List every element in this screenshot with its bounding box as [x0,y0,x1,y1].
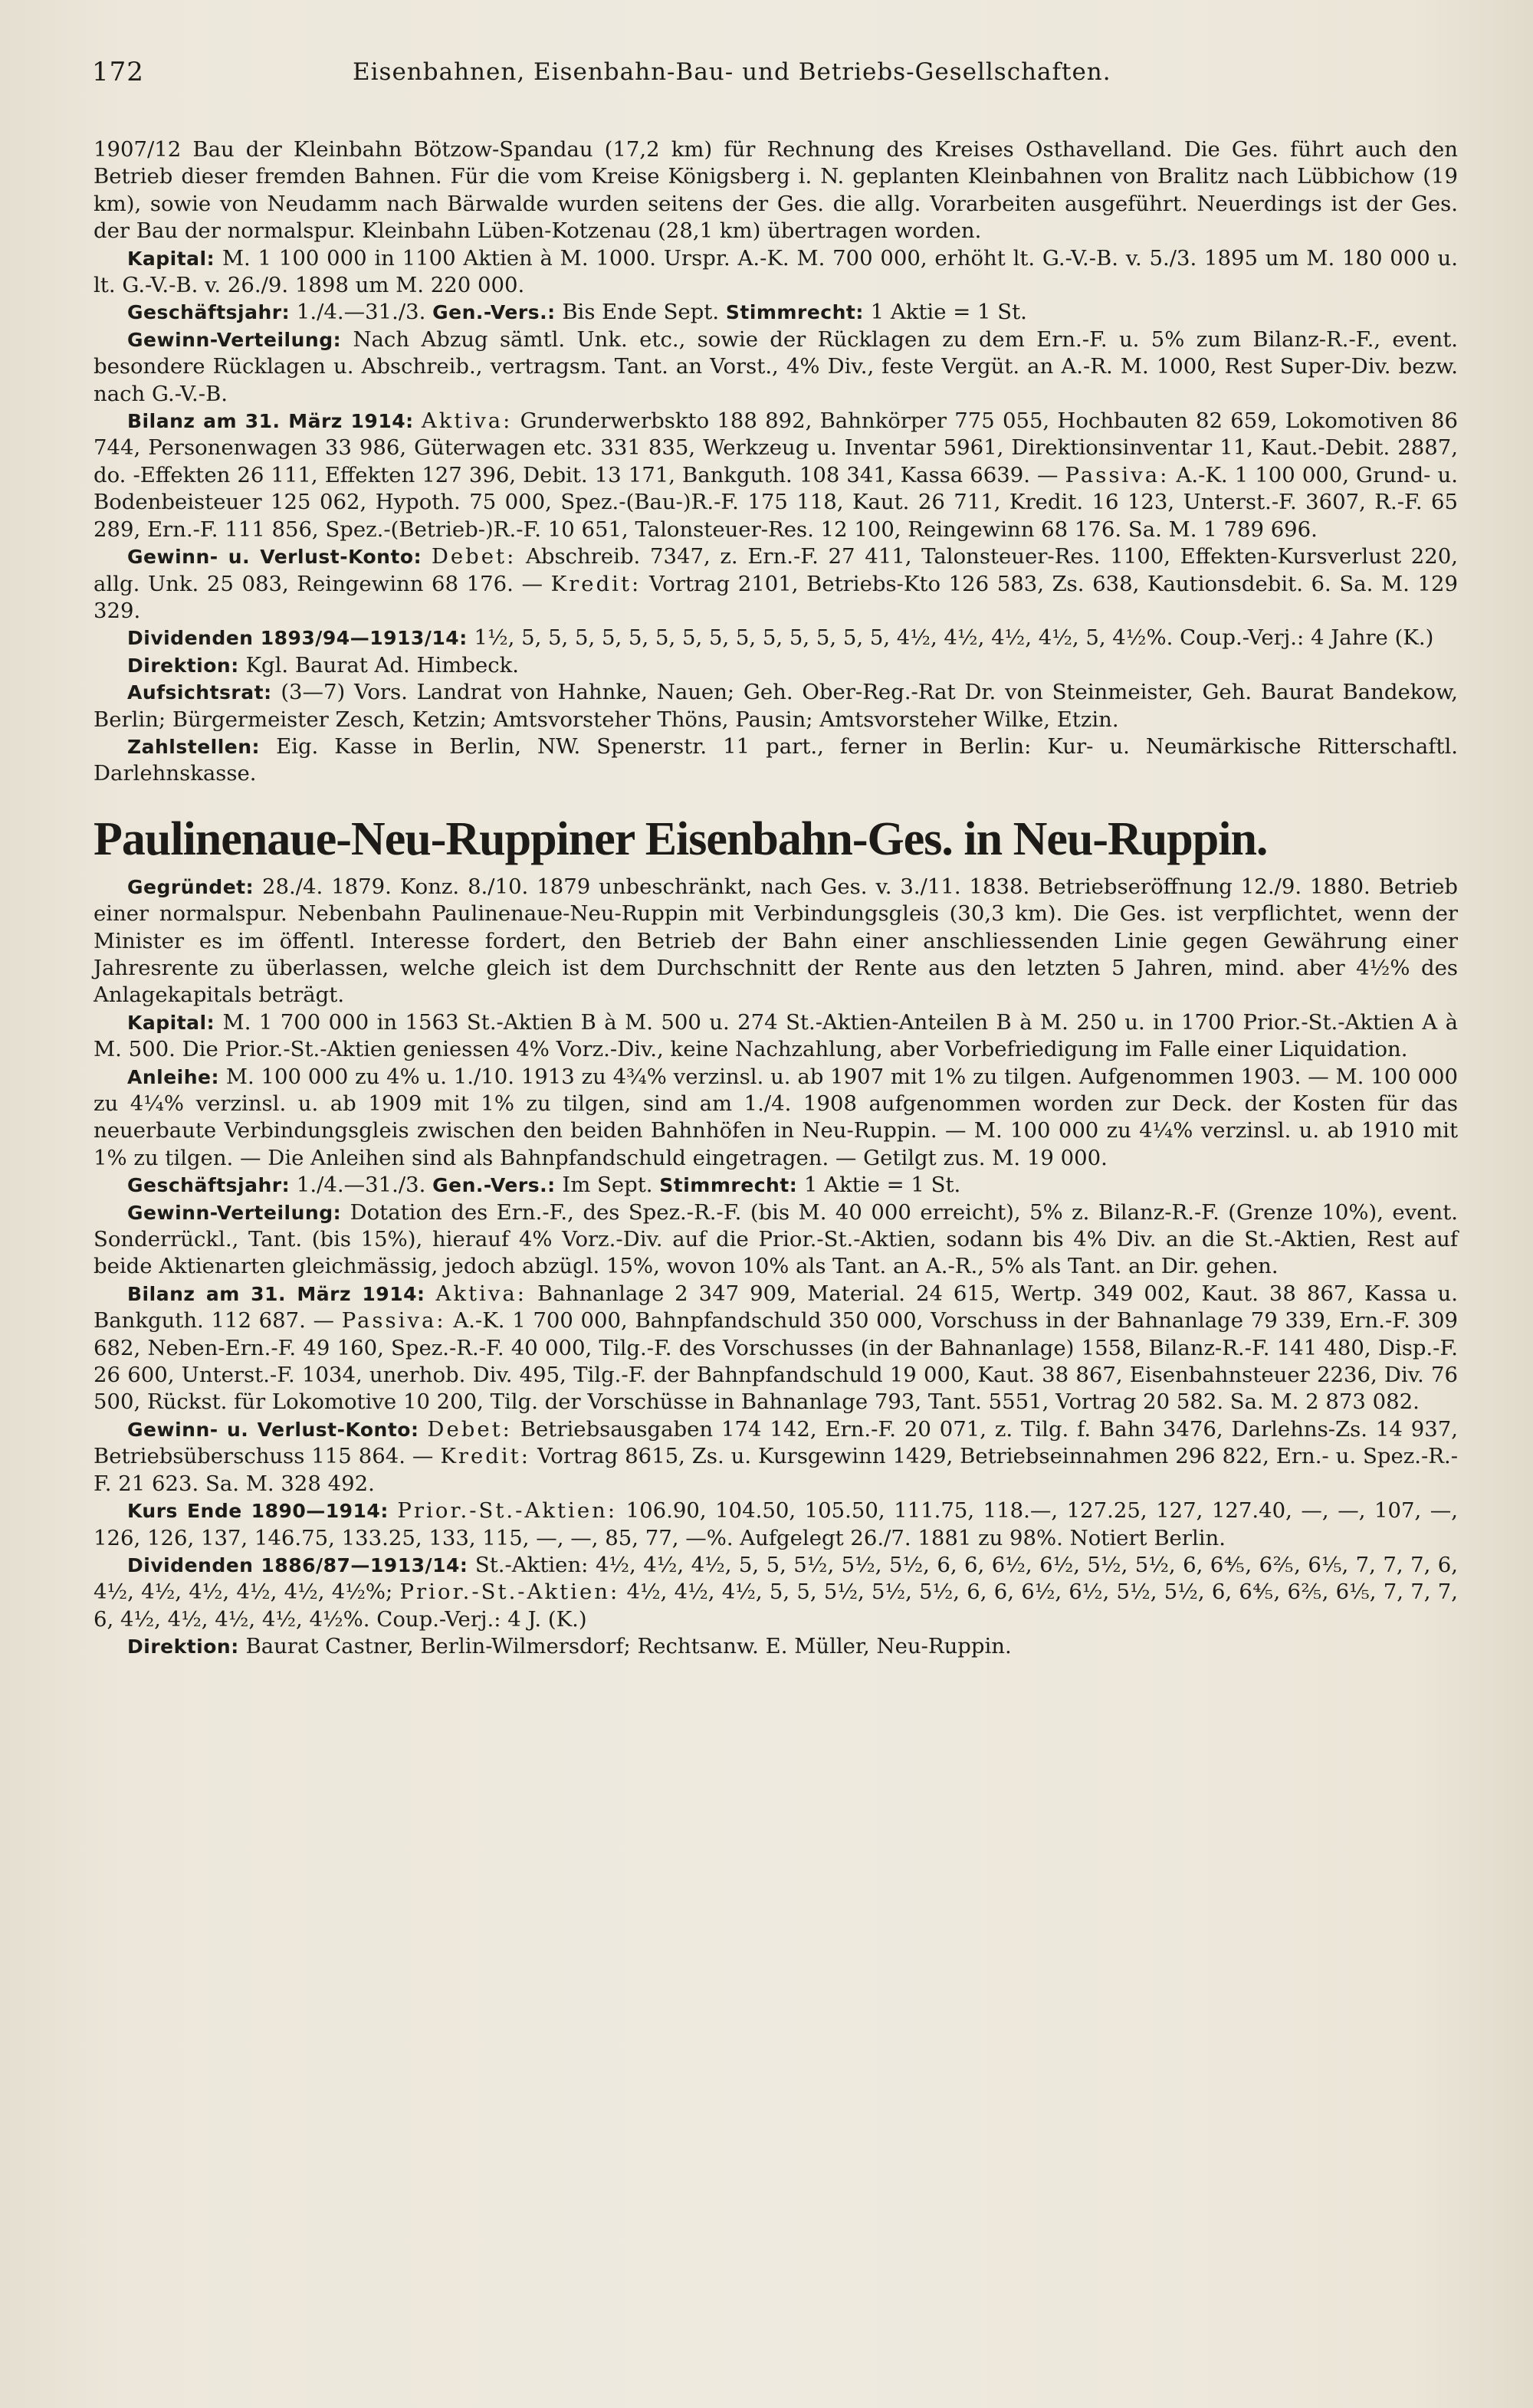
profit-distribution-label: Gewinn-Verteilung: [127,328,342,351]
loan-entry [94,1064,1458,1173]
business-year-entry [94,299,1458,326]
business-year-entry-2 [94,1172,1458,1199]
supervisory-board-label: Aufsichtsrat: [127,681,272,704]
dividends-preferred-text: 4½, 4½, 4½, 5, 5, 5½, 5½, 5½, 6, 6, 6½, 6½, 5½, 5½, 6, 6⅘, 6⅖, 6⅕, 7, 7, 7, 6, 4½, 4½, 4½, 4½, 4½%. Coup.-Verj.: 4 J. (K.) [94,1580,1458,1632]
intro-paragraph [94,136,1458,245]
business-year-label-2: Geschäftsjahr: [127,1174,291,1197]
profit-loss-entry-2 [94,1416,1458,1498]
voting-right-label-2: Stimmrecht: [659,1174,798,1197]
capital-label-2: Kapital: [127,1011,215,1034]
dividends-preferred-label: Prior.-St.-Aktien: [399,1580,620,1605]
loan-label: Anleihe: [127,1065,219,1088]
dividends-entry [94,625,1458,651]
loan-text: M. 100 000 zu 4% u. 1./10. 1913 zu 4¾% verzinsl. u. ab 1907 mit 1% zu tilgen. Aufgenommen 1903. — M. 100 000 zu 4¼% verzinsl. u. ab 1909 mit 1% zu tilgen, sind am 1./4. 1908 aufgenommen worden zur Deck. der Kosten für das neuerbaute Verbindungsgleis zwischen den beiden Bahnhöfen in Neu-Ruppin. — M. 100 000 zu 4¼% verzinsl. u. ab 1910 mit 1% zu tilgen. — Die Anleihen sind als Bahnpfandschuld eingetragen. — Getilgt zus. M. 19 000. [94,1064,1458,1170]
business-year-text: 1./4.—31./3. [296,300,426,325]
founded-label: Gegründet: [127,875,254,898]
general-meeting-label-2: Gen.-Vers.: [432,1174,556,1197]
debit-text-2: Betriebsausgaben 174 142, Ern.-F. 20 071, z. Tilg. f. Bahn 3476, Darlehns-Zs. 14 937, Betriebsüberschuss 115 864. — [94,1416,1459,1469]
dividends-text: 1½, 5, 5, 5, 5, 5, 5, 5, 5, 5, 5, 5, 5, 5, 5, 4½, 4½, 4½, 4½, 5, 4½%. Coup.-Verj.: 4 Jahre (K.) [474,625,1434,651]
page-content [94,136,1458,1661]
credit-text: Vortrag 2101, Betriebs-Kto 126 583, Zs. 638, Kautionsdebit. 6. Sa. M. 129 329. [94,571,1458,623]
founded-entry [94,874,1458,1009]
general-meeting-label: Gen.-Vers.: [432,301,556,324]
paying-agents-entry [94,733,1458,788]
management-entry [94,652,1458,679]
debit-label: Debet: [431,544,517,569]
paying-agents-text: Eig. Kasse in Berlin, NW. Spenerstr. 11 part., ferner in Berlin: Kur- u. Neumärkische Ritterschaftl. Darlehnskasse. [94,733,1458,786]
dividends-common-label: St.-Aktien: [474,1552,589,1577]
company-heading: Paulinenaue-Neu-Ruppiner Eisenbahn-Ges. in Neu-Ruppin. [94,812,1268,865]
voting-right-label: Stimmrecht: [725,301,864,324]
business-year-text-2: 1./4.—31./3. [296,1173,426,1198]
supervisory-board-entry [94,679,1458,733]
assets-text: Grunderwerbskto 188 892, Bahnkörper 775 055, Hochbauten 82 659, Lokomotiven 86 744, Personenwagen 33 986, Güterwagen etc. 331 835, Werkzeug u. Inventar 5961, Direktionsinventar 11, Kaut.-Debit. 2887, do. -Effekten 26 111, Effekten 127 396, Debit. 13 171, Bankguth. 108 341, Kassa 6639. — [94,408,1458,487]
debit-text: Abschreib. 7347, z. Ern.-F. 27 411, Talonsteuer-Res. 1100, Effekten-Kursverlust 220, allg. Unk. 25 083, Reingewinn 68 176. — [94,544,1458,596]
profit-distribution-entry [94,326,1458,408]
business-year-label: Geschäftsjahr: [127,301,291,324]
liabilities-label: Passiva: [1065,462,1170,487]
general-meeting-text: Bis Ende Sept. [562,300,720,325]
debit-label-2: Debet: [427,1416,512,1442]
profit-loss-label: Gewinn- u. Verlust-Konto: [127,546,422,569]
page-header [92,57,1456,95]
paying-agents-label: Zahlstellen: [127,735,261,758]
management-label-2: Direktion: [127,1635,239,1658]
voting-right-text-2: 1 Aktie = 1 St. [804,1173,961,1198]
balance-label-2: Bilanz am 31. März 1914: [127,1282,425,1305]
profit-distribution-entry-2 [94,1199,1458,1281]
assets-label-2: Aktiva: [435,1281,527,1306]
intro-text: 1907/12 Bau der Kleinbahn Bötzow-Spandau (17,2 km) für Rechnung des Kreises Osthavelland. Die Ges. führt auch den Betrieb dieser fremden Bahnen. Für die vom Kreise Königsberg i. N. geplanten Kleinbahnen von Bralitz nach Lübbichow (19 km), sowie von Neudamm nach Bärwalde wurden seitens der Ges. die allg. Vorarbeiten ausgeführt. Neuerdings ist der Ges. der Bau der normalspur. Kleinbahn Lüben-Kotzenau (28,1 km) übertragen worden. [94,137,1458,244]
capital-label: Kapital: [127,247,215,270]
profit-distribution-text: Nach Abzug sämtl. Unk. etc., sowie der Rücklagen zu dem Ern.-F. u. 5% zum Bilanz-R.-F., event. besondere Rücklagen u. Abschreib., vertragsm. Tant. an Vorst., 4% Div., feste Vergüt. an A.-R. M. 1000, Rest Super-Div. bezw. nach G.-V.-B. [94,326,1458,406]
credit-text-2: Vortrag 8615, Zs. u. Kursgewinn 1429, Betriebseinnahmen 296 822, Ern.- u. Spez.-R.-F. 21 623. Sa. M. 328 492. [94,1444,1459,1496]
liabilities-text-2: A.-K. 1 700 000, Bahnpfandschuld 350 000, Vorschuss in der Bahnanlage 79 339, Ern.-F. 309 682, Neben-Ern.-F. 49 160, Spez.-R.-F. 40 000, Tilg.-F. des Vorschusses (in der Bahnanlage) 1558, Bilanz-R.-F. 141 480, Disp.-F. 26 600, Unterst.-F. 1034, unerhob. Div. 495, Tilg.-F. der Bahnpfandschuld 19 000, Kaut. 38 867, Eisenbahnsteuer 2236, Div. 76 500, Rückst. für Lokomotive 10 200, Tilg. der Vorschüsse in Bahnanlage 793, Tant. 5551, Vortrag 20 582. Sa. M. 2 873 082. [94,1308,1458,1415]
profit-distribution-text-2: Dotation des Ern.-F., des Spez.-R.-F. (bis M. 40 000 erreicht), 5% z. Bilanz-R.-F. (Grenze 10%), event. Sonderrückl., Tant. (bis 15%), hierauf 4% Vorz.-Div. auf die Prior.-St.-Aktien, sodann bis 4% Div. an die St.-Aktien, Rest auf beide Aktienarten gleichmässig, jedoch abzügl. 15%, wovon 10% als Tant. an A.-R., 5% als Tant. an Dir. gehen. [94,1199,1459,1279]
management-text: Kgl. Baurat Ad. Himbeck. [245,652,520,677]
balance-entry-2 [94,1281,1458,1416]
credit-label: Kredit: [550,571,642,596]
credit-label-2: Kredit: [440,1444,530,1469]
liabilities-text: A.-K. 1 100 000, Grund- u. Bodenbeisteuer 125 062, Hypoth. 75 000, Spez.-(Bau-)R.-F. 175 118, Kaut. 26 711, Kredit. 16 123, Unterst.-F. 3607, R.-F. 65 289, Ern.-F. 111 856, Spez.-(Betrieb-)R.-F. 10 651, Talonsteuer-Res. 12 100, Reingewinn 68 176. Sa. M. 1 789 696. [94,462,1458,542]
capital-entry-2 [94,1009,1458,1064]
dividends-entry-2 [94,1552,1458,1633]
management-text-2: Baurat Castner, Berlin-Wilmersdorf; Rechtsanw. E. Müller, Neu-Ruppin. [245,1634,1012,1659]
assets-label: Aktiva: [421,408,513,434]
capital-text: M. 1 100 000 in 1100 Aktien à M. 1000. Urspr. A.-K. M. 700 000, erhöht lt. G.-V.-B. v. 5./3. 1895 um M. 180 000 u. lt. G.-V.-B. v. 26./9. 1898 um M. 220 000. [94,245,1458,298]
general-meeting-text-2: Im Sept. [562,1173,653,1198]
assets-text-2: Bahnanlage 2 347 909, Material. 24 615, Wertp. 349 002, Kaut. 38 867, Kassa u. Bankguth. 112 687. — [94,1281,1459,1334]
management-entry-2 [94,1633,1458,1660]
price-text: 106.90, 104.50, 105.50, 111.75, 118.—, 127.25, 127, 127.40, —, —, 107, —, 126, 126, 137, 146.75, 133.25, 133, 115, —, —, 85, 77, —%. Aufgelegt 26./7. 1881 zu 98%. Notiert Berlin. [94,1498,1458,1550]
running-title: Eisenbahnen, Eisenbahn-Bau- und Betriebs-Gesellschaften. [353,58,1111,86]
price-label: Kurs Ende 1890—1914: [127,1500,389,1523]
dividends-label-2: Dividenden 1886/87—1913/14: [127,1553,468,1576]
balance-label: Bilanz am 31. März 1914: [127,410,414,433]
capital-text-2: M. 1 700 000 in 1563 St.-Aktien B à M. 500 u. 274 St.-Aktien-Anteilen B à M. 250 u. in 1700 Prior.-St.-Aktien A à M. 500. Die Prior.-St.-Aktien geniessen 4% Vorz.-Div., keine Nachzahlung, aber Vorbefriedigung im Falle einer Liquidation. [94,1009,1458,1062]
capital-entry [94,245,1458,300]
supervisory-board-text: (3—7) Vors. Landrat von Hahnke, Nauen; Geh. Ober-Reg.-Rat Dr. von Steinmeister, Geh. Baurat Bandekow, Berlin; Bürgermeister Zesch, Ketzin; Amtsvorsteher Thöns, Pausin; Amtsvorsteher Wilke, Etzin. [94,680,1458,732]
profit-loss-entry [94,543,1458,625]
dividends-common-text: 4½, 4½, 4½, 5, 5, 5½, 5½, 5½, 6, 6, 6½, 6½, 5½, 5½, 6, 6⅘, 6⅖, 6⅕, 7, 7, 7, 6, 4½, 4½, 4½, 4½, 4½, 4½%; [94,1552,1458,1605]
dividends-label: Dividenden 1893/94—1913/14: [127,627,468,650]
price-preferred-label: Prior.-St.-Aktien: [397,1498,618,1524]
management-label: Direktion: [127,654,239,677]
balance-entry [94,408,1458,543]
founded-text: 28./4. 1879. Konz. 8./10. 1879 unbeschränkt, nach Ges. v. 3./11. 1838. Betriebseröffnung 12./9. 1880. Betrieb einer normalspur. Nebenbahn Paulinenaue-Neu-Ruppin mit Verbindungsgleis (30,3 km). Die Ges. ist verpflichtet, wenn der Minister es im öffentl. Interesse fordert, den Betrieb der Bahn einer anschliessenden Linie gegen Gewährung einer Jahresrente zu überlassen, welche gleich ist dem Durchschnitt der Rente aus den letzten 5 Jahren, mind. aber 4½% des Anlagekapitals beträgt. [94,874,1458,1008]
profit-distribution-label-2: Gewinn-Verteilung: [127,1201,342,1224]
liabilities-label-2: Passiva: [341,1308,446,1334]
price-entry [94,1498,1458,1552]
voting-right-text: 1 Aktie = 1 St. [870,300,1027,325]
page-number: 172 [92,57,144,87]
profit-loss-label-2: Gewinn- u. Verlust-Konto: [127,1418,419,1441]
